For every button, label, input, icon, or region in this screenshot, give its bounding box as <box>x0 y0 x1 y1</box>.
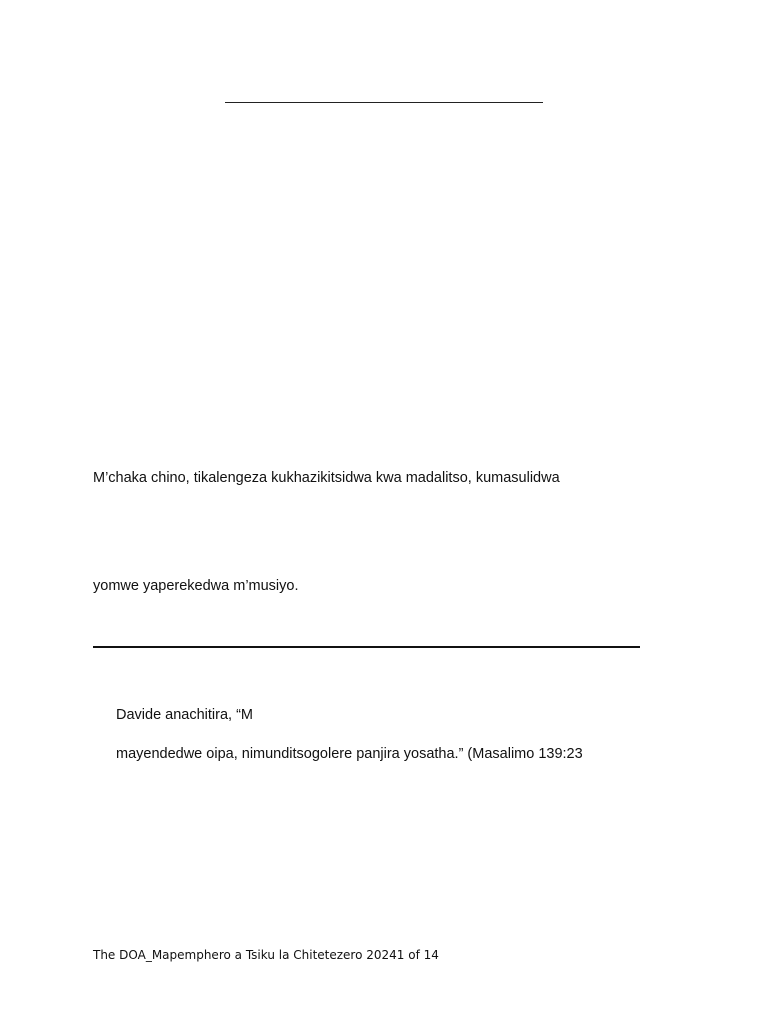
paragraph-2: yomwe yaperekedwa m’musiyo. <box>93 578 299 594</box>
paragraph-4: mayendedwe oipa, nimunditsogolere panjira yosatha.” (Masalimo 139:23 <box>116 746 583 762</box>
section-divider-line <box>93 646 640 648</box>
paragraph-1: M’chaka chino, tikalengeza kukhazikitsidwa kwa madalitso, kumasulidwa <box>93 470 560 486</box>
top-divider-line <box>225 102 543 103</box>
paragraph-3: Davide anachitira, “M <box>116 707 253 723</box>
page-footer: The DOA_Mapemphero a Tsiku la Chitetezero 20241 of 14 <box>93 948 439 962</box>
